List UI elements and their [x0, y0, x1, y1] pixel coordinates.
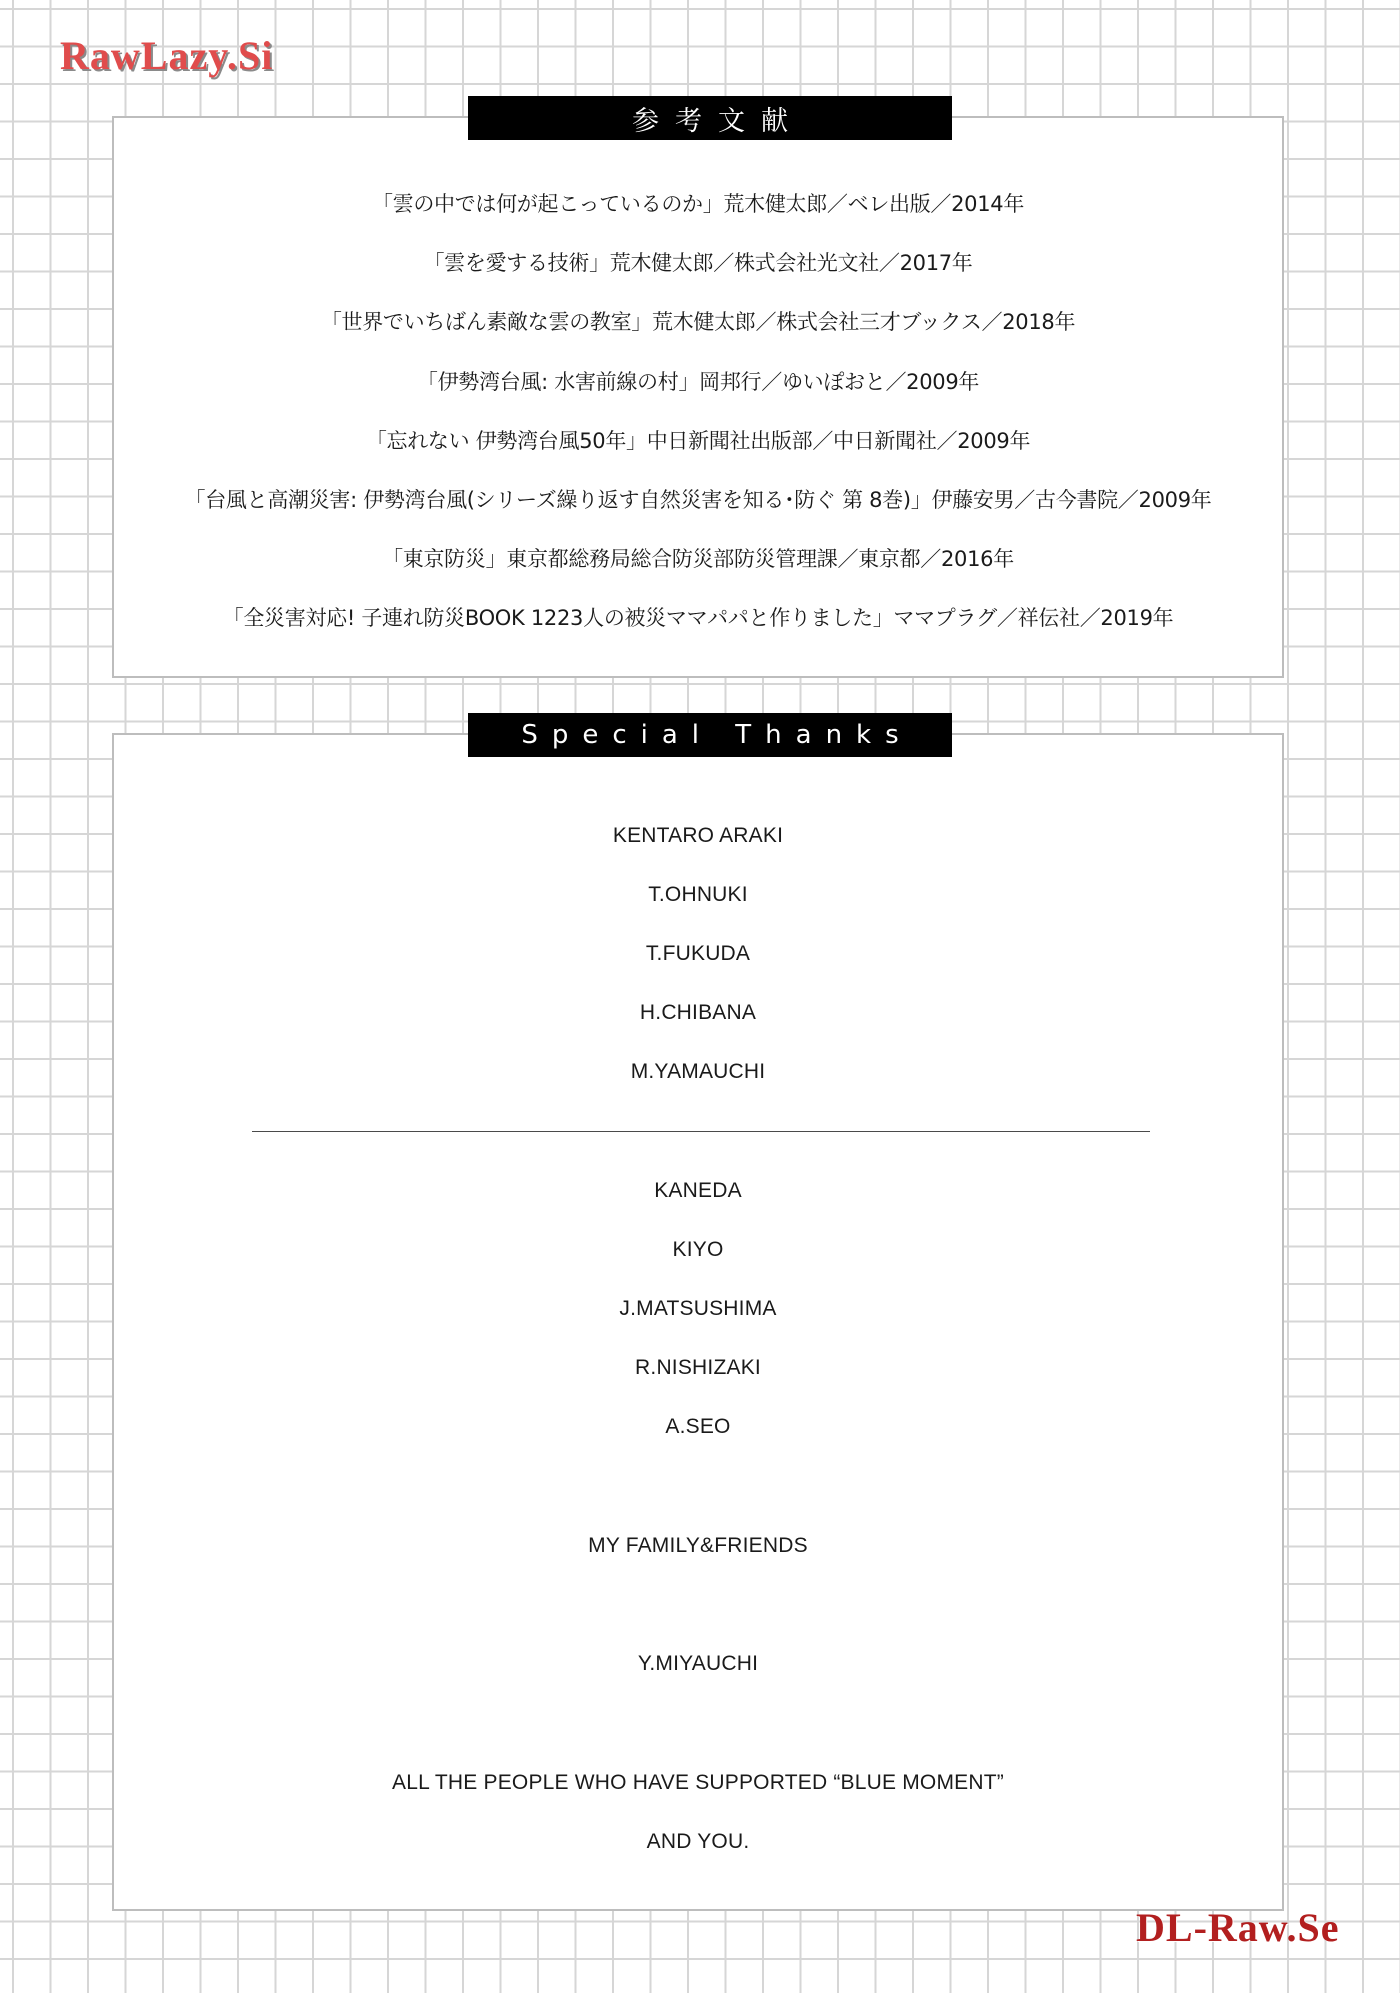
thanks-name: R.NISHIZAKI	[635, 1356, 761, 1379]
thanks-all-people: ALL THE PEOPLE WHO HAVE SUPPORTED “BLUE MOMENT”	[392, 1771, 1004, 1794]
thanks-name: T.FUKUDA	[645, 942, 751, 965]
thanks-list-group-1	[112, 810, 1284, 1105]
thanks-name: KANEDA	[654, 1179, 742, 1202]
watermark-bottom-right: DL-Raw.Se	[1136, 1905, 1340, 1950]
watermark-top-left: RawLazy.Si	[60, 33, 274, 78]
reference-item: 「台風と高潮災害: 伊勢湾台風(シリーズ繰り返す自然災害を知る･防ぐ 第 8巻)」伊藤安男／古今書院／2009年	[184, 487, 1212, 512]
thanks-name: T.OHNUKI	[648, 883, 748, 906]
thanks-miyauchi: Y.MIYAUCHI	[637, 1652, 759, 1675]
thanks-divider	[252, 1131, 1150, 1132]
reference-item: 「雲の中では何が起こっているのか」荒木健太郎／ベレ出版／2014年	[371, 192, 1025, 216]
thanks-name: A.SEO	[665, 1415, 731, 1438]
thanks-name: M.YAMAUCHI	[630, 1060, 766, 1083]
references-heading: 参考文献	[468, 96, 952, 140]
reference-item: 「東京防災」東京都総務局総合防災部防災管理課／東京都／2016年	[382, 547, 1014, 572]
reference-item: 「全災害対応! 子連れ防災BOOK 1223人の被災ママパパと作りました」ママプラグ／祥伝社／2019年	[222, 606, 1174, 631]
references-list	[112, 178, 1284, 652]
thanks-name: J.MATSUSHIMA	[619, 1297, 777, 1320]
thanks-name: KIYO	[672, 1238, 724, 1261]
reference-item: 「伊勢湾台風: 水害前線の村」岡邦行／ゆいぽおと／2009年	[416, 369, 980, 394]
thanks-list-group-2	[112, 1165, 1284, 1460]
thanks-name: H.CHIBANA	[639, 1001, 757, 1024]
thanks-family: MY FAMILY&FRIENDS	[588, 1534, 808, 1557]
reference-item: 「忘れない 伊勢湾台風50年」中日新聞社出版部／中日新聞社／2009年	[365, 428, 1031, 453]
reference-item: 「雲を愛する技術」荒木健太郎／株式会社光文社／2017年	[423, 251, 973, 276]
thanks-name: KENTARO ARAKI	[612, 824, 784, 847]
special-thanks-heading: Special Thanks	[468, 713, 952, 757]
thanks-and-you: AND YOU.	[646, 1830, 750, 1853]
reference-item: 「世界でいちばん素敵な雲の教室」荒木健太郎／株式会社三才ブックス／2018年	[320, 310, 1076, 335]
